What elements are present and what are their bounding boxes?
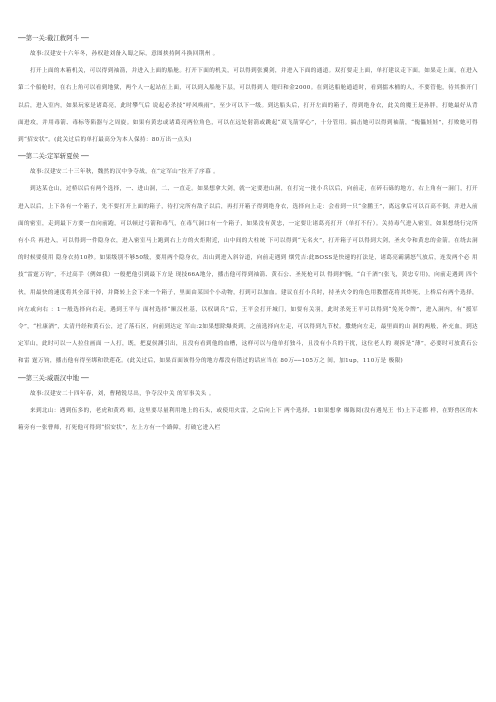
section-1-paragraph-2: 打开上面的木箱机关，可以得到袖箭，并进入上面的船舱。打开下面的机关，可以得到张翼剑，并进入下面的通道。双打要走上面，单打建议走下面。如果走上面，在进入第二个船舱时，在右上角可以看到地狱，两个人一起站在上面，可以到入船舱下层，可以得到人 翅归和金2000。在到达船舱通道时，看到擂木桶的人，不要管他，待其推开门以后，进入室内，如果玩家是诸葛亮，此时攀气后 说起必杀技“呼风唤雨”，至少可以下一级。到达船头后，打开左面的箱子，得到绝身衣，此关的魔王是孙胖，打她最好从背面进攻，并用毒箭、毒标等陷器与之周旋。如果有黄忠或诸葛亮两位角色，可以在远处射箭或跳起“双飞箭穿心”，十分管用。搞击她可以得到袖箭，“傀儡娃娃”，打败她可得到“招安状”。(此关过后的单打最高分为本人保持：80万出一点头) (18, 68, 478, 144)
section-2-paragraph-1: 故事:汉建安二十三年秋，魏然的汉中争夺战，在“定军山”拉开了序幕 。 (30, 169, 220, 176)
section-3-paragraph-2: 来到北山：遇到伍多的，老虎和黄鸡 师，这里要尽量利用地上的石头，或使用火雷，之后向上下 两个选择，1如果想拿 爆陈阅(没有遇见王 书)上下走都 样，在野兽区的木箱旁有一张曹师，打死他可得到“招安状”，左上方有一个路障，打破它进入栏 (18, 407, 478, 432)
section-1-paragraph-1: 故事:汉建安十六年冬，孙权趁刘备入蜀之际，意图挟持阿斗换回荆州 。 (30, 51, 219, 57)
document-page (18, 34, 478, 437)
section-2-paragraph-2: 到达某仓山，过桥以后有两个选择，一、进山洞，二、一直走。如果想拿大剑，就一定要进山洞，在打完一批小兵以后，向前走，在碎石砾的地方，右上角有一洞门，打开进入以后，上下各有一个箱子，先不要打开上面的箱子，待打完所有敌子以后，再打开箱子得到绝身衣，选择向上走：会看到一只“金鹏王”，离远拿后可以百高不倒，并进入前面的密室，走到最下方要一直向前跑，可以顿过弓箭和毒气，在毒气洞口有一个箱子，如果没有黄忠，一定要让诸葛亮打开（单打不行）。关持毒气进入密室，如果想绕行完所有小兵 再进入，可以得到一件隐身衣，进入密室马上跑到右上方的火炬附近，山中间的大柱统 下可以得到“无名火”，打开箱子可以得到大剑，圣火令和黄忠的金箭。在绕去洞的时候要使用 隐身衣持10秒。如果级别不够50级，要用两个隐身衣，出山到进入斜谷道，向前走遇到 烟凭吉:此BOSS是快速的打法是，诸葛亮霸满怒气放后，连发两个必 用技“雷霆万钧”，不过高手（例如我）一般把他引到最下方是 现技66A地分，播击他可得到袖箭、黄石公、圣死枪可以 得到护腕，“白千酒”(张飞，黄忠专用)，向前走遇到 四个伙，用最快的速度将其全部干掉，并降转上会下来一个箱子，里面由某国个小动物，打到可以加血。建议在打小兵时，持圣火令的角色用教摆花将其炸死，上桥后有两个选择，向左或向右 ：1一般选择向右走，遇到王平与 面村选择“顺汉杜基，以权调兵”后，王平会打开城门，如要有关羽，此时杀死王平可以得到“免死令牌”，进入洞内，有“援军令”，“杜康酒”，太清丹经和黄石公，过了落石区，向前到达定 军山:2如果想除爆炎到，之前选择向左走，可以得到九节杖。撒烧向左走，最里面的山 洞的两般，补充血，到达定军山，此时可以一人拉住画面 一人打，既，把夏侯渊引出，且没有看到他的血槽，这样可以与他单打独斗，且没有小兵的干扰，这位老人的 观拆是“薄”，必要时可放黄石公和雷 霆万钧，播击他有得至绑和铁莲花。(此关过后，如果首面该得分的地方都没有错过的话应当在 80万──105万之 间，加1up，110万是 极限) (18, 186, 478, 365)
section-1 (18, 34, 478, 149)
section-2-heading: ──第二关:定军斩夏侯 ── (18, 152, 89, 161)
section-1-heading: ──第一关:截江救阿斗 ── (18, 34, 89, 42)
section-2 (18, 152, 478, 370)
section-3-paragraph-1: 故事:汉建安二十四年春，刘，曹精锐尽出，争夺汉中关 的军事关头 。 (30, 390, 215, 397)
section-3 (18, 374, 478, 438)
section-3-heading: ──第三关:威震汉中地 ── (18, 373, 89, 382)
